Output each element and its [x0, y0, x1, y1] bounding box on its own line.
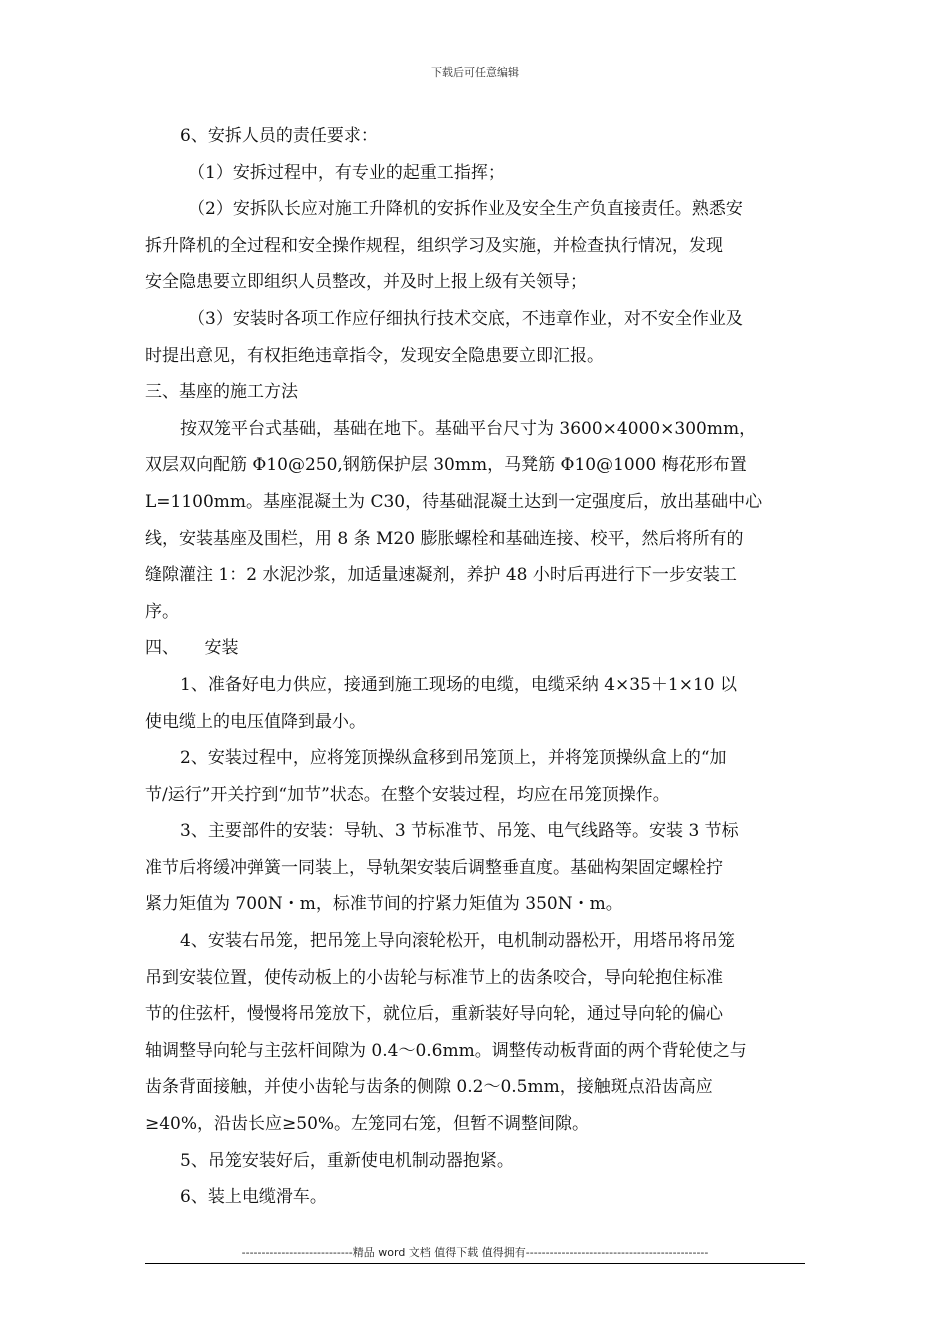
section-heading: 四、 安装 [145, 638, 239, 659]
text-line: （1）安拆过程中，有专业的起重工指挥； [188, 162, 505, 183]
text-line: 6、装上电缆滑车。 [180, 1187, 327, 1208]
text-line: 时提出意见，有权拒绝违章指令，发现安全隐患要立即汇报。 [145, 345, 604, 366]
footer-divider [145, 1263, 805, 1264]
text-line: L=1100mm。基座混凝土为 C30，待基础混凝土达到一定强度后，放出基础中心 [145, 491, 763, 512]
text-line: （2）安拆队长应对施工升降机的安拆作业及安全生产负直接责任。熟悉安 [188, 199, 743, 220]
document-body [145, 118, 810, 1216]
page-header: 下载后可任意编辑 [431, 66, 519, 79]
text-line: 4、安装右吊笼，把吊笼上导向滚轮松开，电机制动器松开，用塔吊将吊笼 [180, 931, 735, 952]
text-line: ≥40%，沿齿长应≥50%。左笼同右笼，但暂不调整间隙。 [145, 1114, 590, 1135]
text-line: 1、准备好电力供应，接通到施工现场的电缆，电缆采纳 4×35＋1×10 以 [180, 674, 738, 695]
text-line: 3、主要部件的安装：导轨、3 节标准节、吊笼、电气线路等。安装 3 节标 [180, 821, 739, 842]
text-line: 齿条背面接触，并使小齿轮与齿条的侧隙 0.2～0.5mm，接触斑点沿齿高应 [145, 1077, 713, 1098]
text-line: （3）安装时各项工作应仔细执行技术交底，不违章作业，对不安全作业及 [188, 308, 743, 329]
text-line: 缝隙灌注 1：2 水泥沙浆，加适量速凝剂，养护 48 小时后再进行下一步安装工 [145, 565, 737, 586]
text-line: 2、安装过程中，应将笼顶操纵盒移到吊笼顶上，并将笼顶操纵盒上的“加 [180, 748, 727, 769]
text-line: 拆升降机的全过程和安全操作规程，组织学习及实施，并检查执行情况，发现 [145, 235, 723, 256]
text-line: 5、吊笼安装好后，重新使电机制动器抱紧。 [180, 1150, 514, 1171]
text-line: 双层双向配筋 Φ10@250,钢筋保护层 30mm，马凳筋 Φ10@1000 梅花形布置 [145, 455, 747, 476]
text-line: 序。 [145, 601, 179, 622]
text-line: 轴调整导向轮与主弦杆间隙为 0.4～0.6mm。调整传动板背面的两个背轮使之与 [145, 1040, 747, 1061]
section-heading: 三、基座的施工方法 [145, 382, 298, 403]
text-line: 使电缆上的电压值降到最小。 [145, 711, 366, 732]
text-line: 安全隐患要立即组织人员整改，并及时上报上级有关领导； [145, 272, 587, 293]
text-line: 按双笼平台式基础，基础在地下。基础平台尺寸为 3600×4000×300mm， [180, 418, 757, 439]
text-line: 节/运行”开关拧到“加节”状态。在整个安装过程，均应在吊笼顶操作。 [145, 784, 670, 805]
text-line: 6、安拆人员的责任要求： [180, 126, 378, 146]
text-line: 紧力矩值为 700N・m，标准节间的拧紧力矩值为 350N・m。 [145, 894, 623, 915]
text-line: 节的住弦杆，慢慢将吊笼放下，就位后，重新装好导向轮，通过导向轮的偏心 [145, 1004, 723, 1025]
text-line: 线，安装基座及围栏，用 8 条 M20 膨胀螺栓和基础连接、校平，然后将所有的 [145, 528, 744, 549]
text-line: 准节后将缓冲弹簧一同装上，导轨架安装后调整垂直度。基础构架固定螺栓拧 [145, 857, 723, 878]
page-footer: ----------------------------精品 word 文档 值得下载 值得拥有---------------------------------------------- [241, 1246, 709, 1259]
text-line: 吊到安装位置，使传动板上的小齿轮与标准节上的齿条咬合，导向轮抱住标准 [145, 967, 723, 988]
